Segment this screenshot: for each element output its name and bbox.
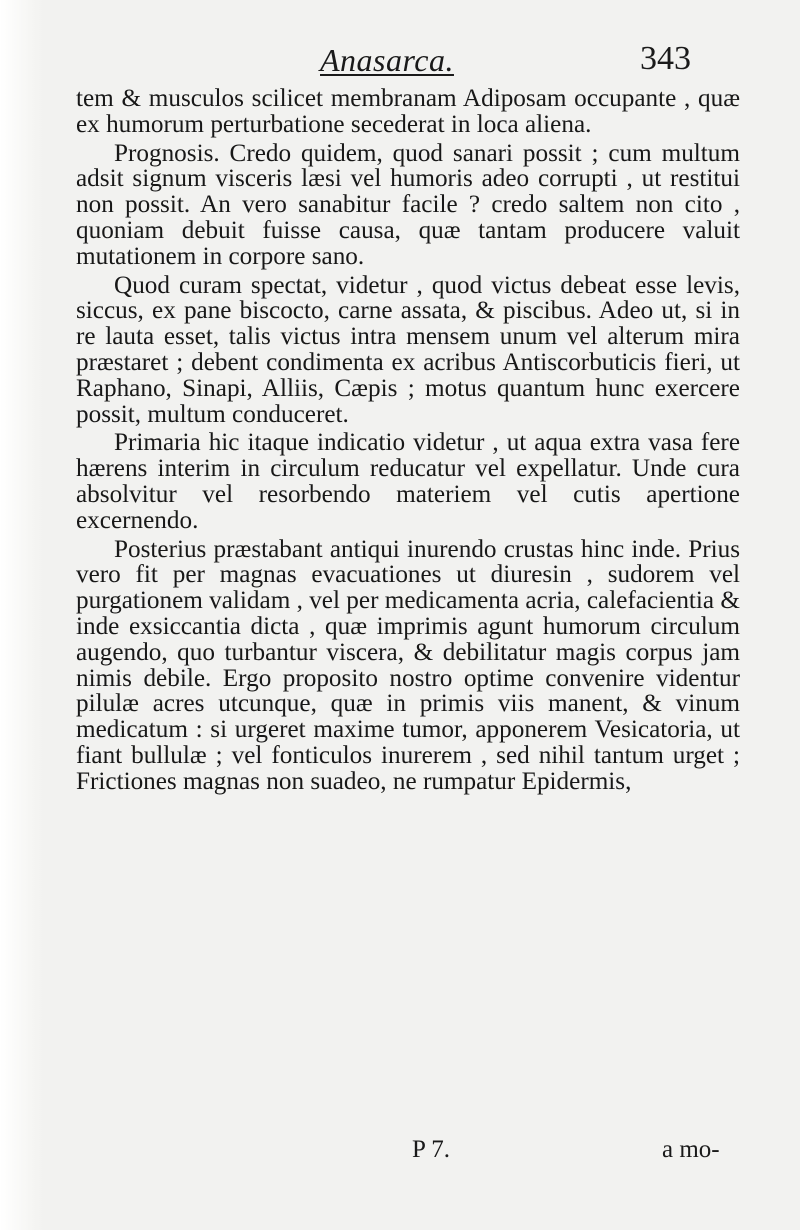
page-header — [0, 40, 800, 90]
page-edge-shadow — [0, 0, 44, 1230]
signature-mark: P 7. — [412, 1136, 450, 1163]
paragraph-prognosis: Prognosis. Credo quidem, quod sanari possit ; cum multum adsit signum visceris læsi vel humoris adeo corrupti , ut restitui non possit. An vero sanabitur facile ? credo saltem non cito , quoniam debuit fuisse causa, quæ tantam producere valuit mutationem in corpore sano. — [76, 139, 740, 270]
page-footer — [0, 1136, 800, 1176]
running-title: Anasarca. — [320, 42, 454, 78]
paragraph-posterius: Posterius præstabant antiqui inurendo crustas hinc inde. Prius vero fit per magnas evacuationes ut diuresin , sudorem vel purgationem validam , vel per medicamenta acria, calefacientia & inde exsiccantia dicta , quæ imprimis agunt humorum circulum augendo, quo turbantur viscera, & debilitatur magis corpus jam nimis debile. Ergo proposito nostro optime convenire videntur pilulæ acres utcunque, quæ in primis viis manent, & vinum medicatum : si urgeret maxime tumor, apponerem Vesicatoria, ut fiant bullulæ ; vel fonticulos inurerem , sed nihil tantum urget ; Frictiones magnas non suadeo, ne rumpatur Epidermis, — [76, 535, 740, 795]
page-number: 343 — [640, 40, 691, 77]
paragraph-continuation: tem & musculos scilicet membranam Adiposam occupante , quæ ex humorum perturbatione secederat in loca aliena. — [76, 85, 740, 138]
catchword: a mo- — [662, 1136, 720, 1163]
paragraph-cura: Quod curam spectat, videtur , quod victus debeat esse levis, siccus, ex pane biscocto, carne assata, & piscibus. Adeo ut, si in re lauta esset, talis victus intra mensem unum vel alterum mira præstaret ; debent condimenta ex acribus Antiscorbuticis fieri, ut Raphano, Sinapi, Alliis, Cæpis ; motus quantum hunc exercere possit, multum conduceret. — [76, 271, 740, 428]
paragraph-indicatio: Primaria hic itaque indicatio videtur , ut aqua extra vasa fere hærens interim in circulum reducatur vel expellatur. Unde cura absolvitur vel resorbendo materiem vel cutis apertione excernendo. — [76, 429, 740, 534]
main-text — [76, 86, 740, 798]
